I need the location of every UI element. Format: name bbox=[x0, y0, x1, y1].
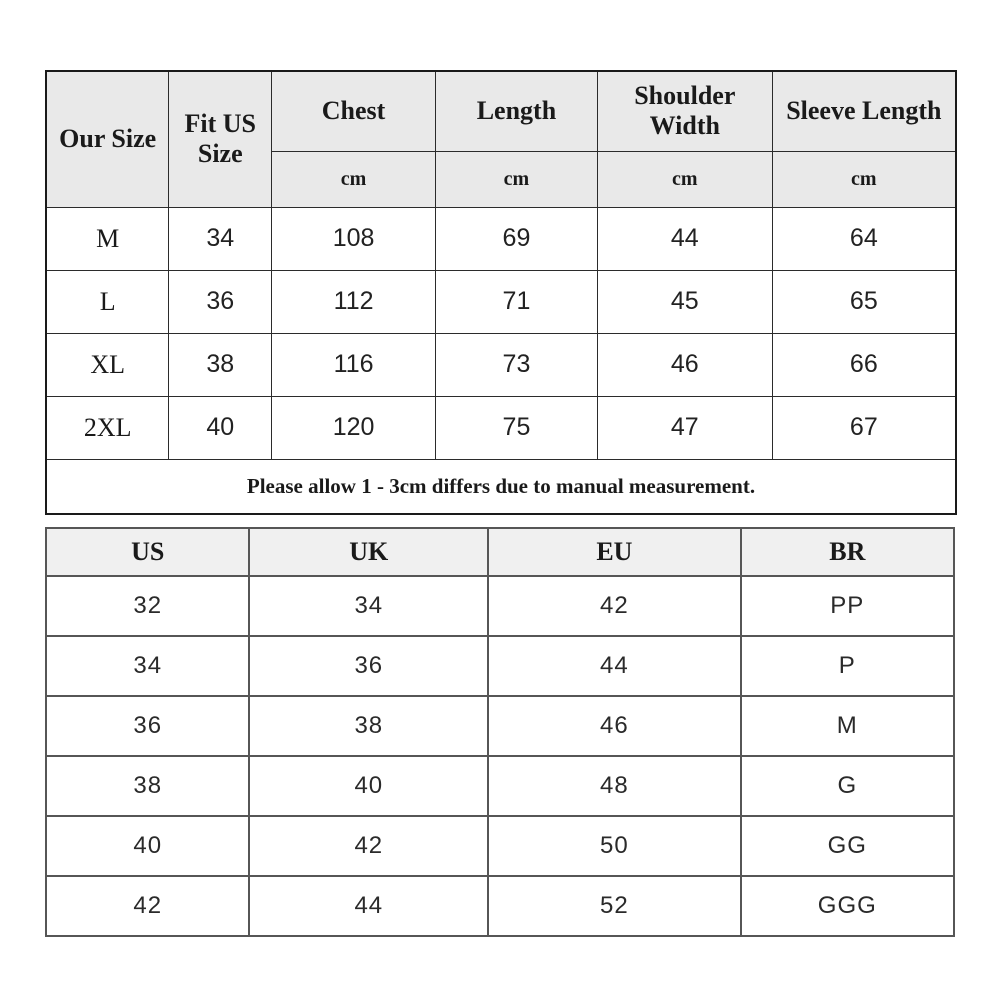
cell-chest: 112 bbox=[272, 270, 436, 333]
cell-uk: 44 bbox=[249, 876, 488, 936]
cell-length: 73 bbox=[435, 333, 597, 396]
size-row-m bbox=[46, 207, 956, 270]
cell-our-size: M bbox=[46, 207, 169, 270]
size-measurement-table bbox=[45, 70, 957, 515]
cell-our-size: L bbox=[46, 270, 169, 333]
cell-shoulder: 46 bbox=[597, 333, 772, 396]
cell-shoulder: 44 bbox=[597, 207, 772, 270]
size-row-l bbox=[46, 270, 956, 333]
cell-uk: 42 bbox=[249, 816, 488, 876]
cell-shoulder: 47 bbox=[597, 396, 772, 459]
column-header-sleeve-length: Sleeve Length bbox=[772, 71, 956, 151]
cell-fit-us: 36 bbox=[169, 270, 272, 333]
note-row bbox=[46, 459, 956, 514]
unit-cell-sleeve: cm bbox=[772, 151, 956, 207]
unit-cell-chest: cm bbox=[272, 151, 436, 207]
conversion-header-row bbox=[46, 528, 954, 576]
cell-us: 38 bbox=[46, 756, 249, 816]
cell-us: 42 bbox=[46, 876, 249, 936]
cell-eu: 50 bbox=[488, 816, 740, 876]
cell-us: 36 bbox=[46, 696, 249, 756]
column-header-our-size: Our Size bbox=[46, 71, 169, 207]
cell-length: 71 bbox=[435, 270, 597, 333]
conversion-row bbox=[46, 576, 954, 636]
cell-us: 34 bbox=[46, 636, 249, 696]
column-header-shoulder-width: Shoulder Width bbox=[597, 71, 772, 151]
size-row-2xl bbox=[46, 396, 956, 459]
cell-eu: 52 bbox=[488, 876, 740, 936]
column-header-uk: UK bbox=[249, 528, 488, 576]
cell-uk: 34 bbox=[249, 576, 488, 636]
cell-sleeve: 66 bbox=[772, 333, 956, 396]
size-row-xl bbox=[46, 333, 956, 396]
conversion-row bbox=[46, 816, 954, 876]
cell-sleeve: 67 bbox=[772, 396, 956, 459]
cell-sleeve: 65 bbox=[772, 270, 956, 333]
conversion-row bbox=[46, 756, 954, 816]
cell-br: G bbox=[741, 756, 954, 816]
conversion-row bbox=[46, 636, 954, 696]
cell-eu: 42 bbox=[488, 576, 740, 636]
cell-uk: 36 bbox=[249, 636, 488, 696]
column-header-eu: EU bbox=[488, 528, 740, 576]
cell-br: PP bbox=[741, 576, 954, 636]
cell-us: 40 bbox=[46, 816, 249, 876]
cell-br: GGG bbox=[741, 876, 954, 936]
cell-br: M bbox=[741, 696, 954, 756]
header-row-main bbox=[46, 71, 956, 151]
column-header-br: BR bbox=[741, 528, 954, 576]
column-header-length: Length bbox=[435, 71, 597, 151]
conversion-row bbox=[46, 696, 954, 756]
cell-sleeve: 64 bbox=[772, 207, 956, 270]
cell-uk: 38 bbox=[249, 696, 488, 756]
cell-eu: 46 bbox=[488, 696, 740, 756]
cell-fit-us: 34 bbox=[169, 207, 272, 270]
cell-fit-us: 38 bbox=[169, 333, 272, 396]
column-header-chest: Chest bbox=[272, 71, 436, 151]
conversion-row bbox=[46, 876, 954, 936]
cell-our-size: 2XL bbox=[46, 396, 169, 459]
cell-length: 75 bbox=[435, 396, 597, 459]
cell-our-size: XL bbox=[46, 333, 169, 396]
cell-uk: 40 bbox=[249, 756, 488, 816]
cell-chest: 108 bbox=[272, 207, 436, 270]
cell-br: GG bbox=[741, 816, 954, 876]
column-header-us: US bbox=[46, 528, 249, 576]
cell-eu: 48 bbox=[488, 756, 740, 816]
cell-br: P bbox=[741, 636, 954, 696]
unit-cell-length: cm bbox=[435, 151, 597, 207]
size-conversion-table bbox=[45, 527, 955, 937]
unit-cell-shoulder: cm bbox=[597, 151, 772, 207]
column-header-fit-us-size: Fit US Size bbox=[169, 71, 272, 207]
cell-fit-us: 40 bbox=[169, 396, 272, 459]
cell-shoulder: 45 bbox=[597, 270, 772, 333]
cell-chest: 116 bbox=[272, 333, 436, 396]
cell-length: 69 bbox=[435, 207, 597, 270]
cell-chest: 120 bbox=[272, 396, 436, 459]
cell-eu: 44 bbox=[488, 636, 740, 696]
cell-us: 32 bbox=[46, 576, 249, 636]
measurement-note: Please allow 1 - 3cm differs due to manual measurement. bbox=[46, 459, 956, 514]
